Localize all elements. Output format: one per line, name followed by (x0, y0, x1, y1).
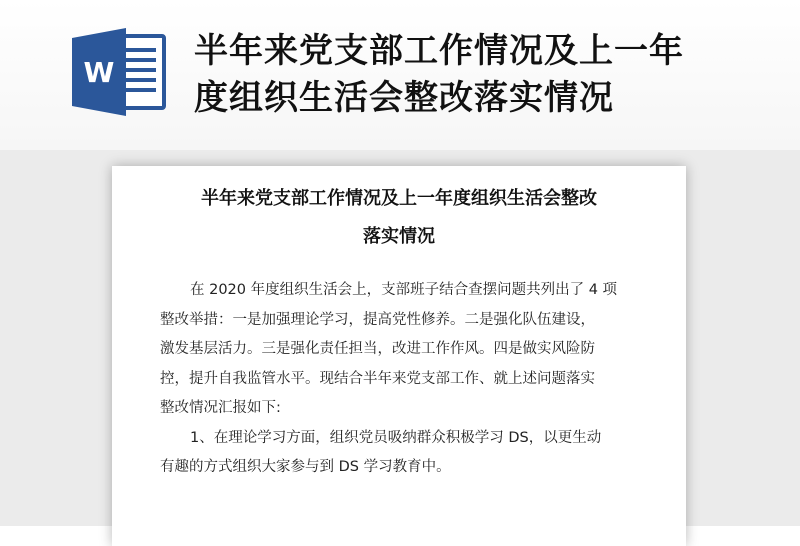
document-title (136, 180, 662, 256)
page-title-line-2: 度组织生活会整改落实情况 (194, 78, 614, 118)
word-icon-letter: W (83, 56, 115, 89)
paragraph-line: 在 2020 年度组织生活会上，支部班子结合查摆问题共列出了 4 项 (190, 282, 618, 298)
paragraph-line: 控，提升自我监管水平。现结合半年来党支部工作、就上述问题落实 (160, 370, 595, 387)
page-title-line-1: 半年来党支部工作情况及上一年 (194, 31, 684, 71)
document-title-line-1: 半年来党支部工作情况及上一年度组织生活会整改 (201, 188, 597, 209)
paragraph-line: 整改情况汇报如下: (160, 400, 281, 416)
document-title-line-2: 落实情况 (363, 226, 435, 247)
page-title (194, 28, 784, 122)
document-body (160, 276, 650, 483)
document-page (112, 166, 686, 546)
paragraph-line: 整改举措：一是加强理论学习，提高党性修养。二是强化队伍建设， (160, 311, 595, 328)
paragraph-line: 有趣的方式组织大家参与到 DS 学习教育中。 (160, 459, 451, 475)
paragraph-line: 1、在理论学习方面，组织党员吸纳群众积极学习 DS，以更生动 (190, 429, 602, 446)
word-document-icon (72, 28, 166, 116)
paragraph-line: 激发基层活力。三是强化责任担当，改进工作作风。四是做实风险防 (160, 341, 595, 357)
header-banner (0, 0, 800, 150)
